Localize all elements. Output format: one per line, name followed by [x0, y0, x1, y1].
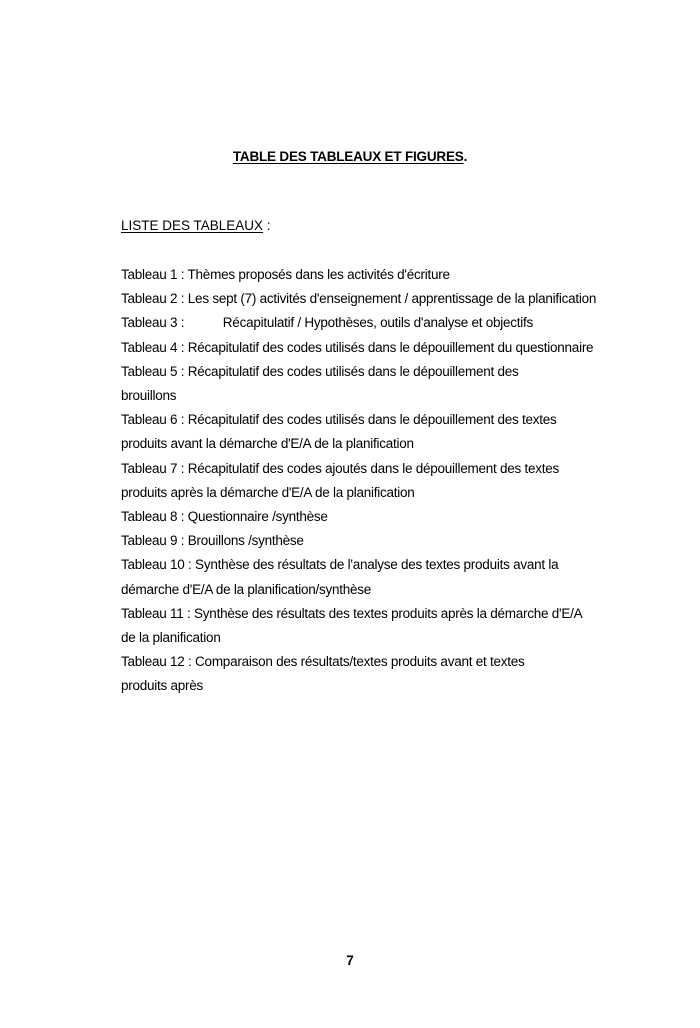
table-entry-9: Tableau 9 : Brouillons /synthèse [121, 533, 304, 549]
page-title-text: TABLE DES TABLEAUX ET FIGURES [232, 149, 464, 164]
table-entry-1: Tableau 1 : Thèmes proposés dans les activités d'écriture [121, 267, 450, 282]
section-heading [121, 218, 271, 233]
table-entry-4: Tableau 4 : Récapitulatif des codes utilisés dans le dépouillement du questionnaire [121, 339, 594, 355]
page-number: 7 [346, 953, 354, 968]
table-entry-3: Tableau 3 : Récapitulatif / Hypothèses, outils d'analyse et objectifs [121, 315, 534, 331]
table-entry-12: Tableau 12 : Comparaison des résultats/textes produits avant et textes produits après [121, 654, 525, 694]
page-title-suffix: . [463, 149, 468, 164]
section-heading-text: LISTE DES TABLEAUX [121, 218, 264, 233]
table-entry-11: Tableau 11 : Synthèse des résultats des textes produits après la démarche d'E/A de la planification [121, 605, 582, 646]
table-entry-7: Tableau 7 : Récapitulatif des codes ajoutés dans le dépouillement des textes produits après la démarche d'E/A de la planification [121, 460, 560, 500]
table-entry-8: Tableau 8 : Questionnaire /synthèse [121, 509, 328, 525]
table-entry-5: Tableau 5 : Récapitulatif des codes utilisés dans le dépouillement des brouillons [121, 363, 519, 404]
table-list [121, 263, 601, 699]
section-heading-suffix: : [263, 218, 271, 233]
table-entry-10: Tableau 10 : Synthèse des résultats de l'analyse des textes produits avant la démarche d'E/A de la planification/synthèse [121, 557, 559, 597]
table-entry-2: Tableau 2 : Les sept (7) activités d'enseignement / apprentissage de la planification [121, 291, 597, 307]
table-entry-6: Tableau 6 : Récapitulatif des codes utilisés dans le dépouillement des textes produits avant la démarche d'E/A de la planification [121, 412, 557, 452]
page-title [0, 149, 700, 164]
